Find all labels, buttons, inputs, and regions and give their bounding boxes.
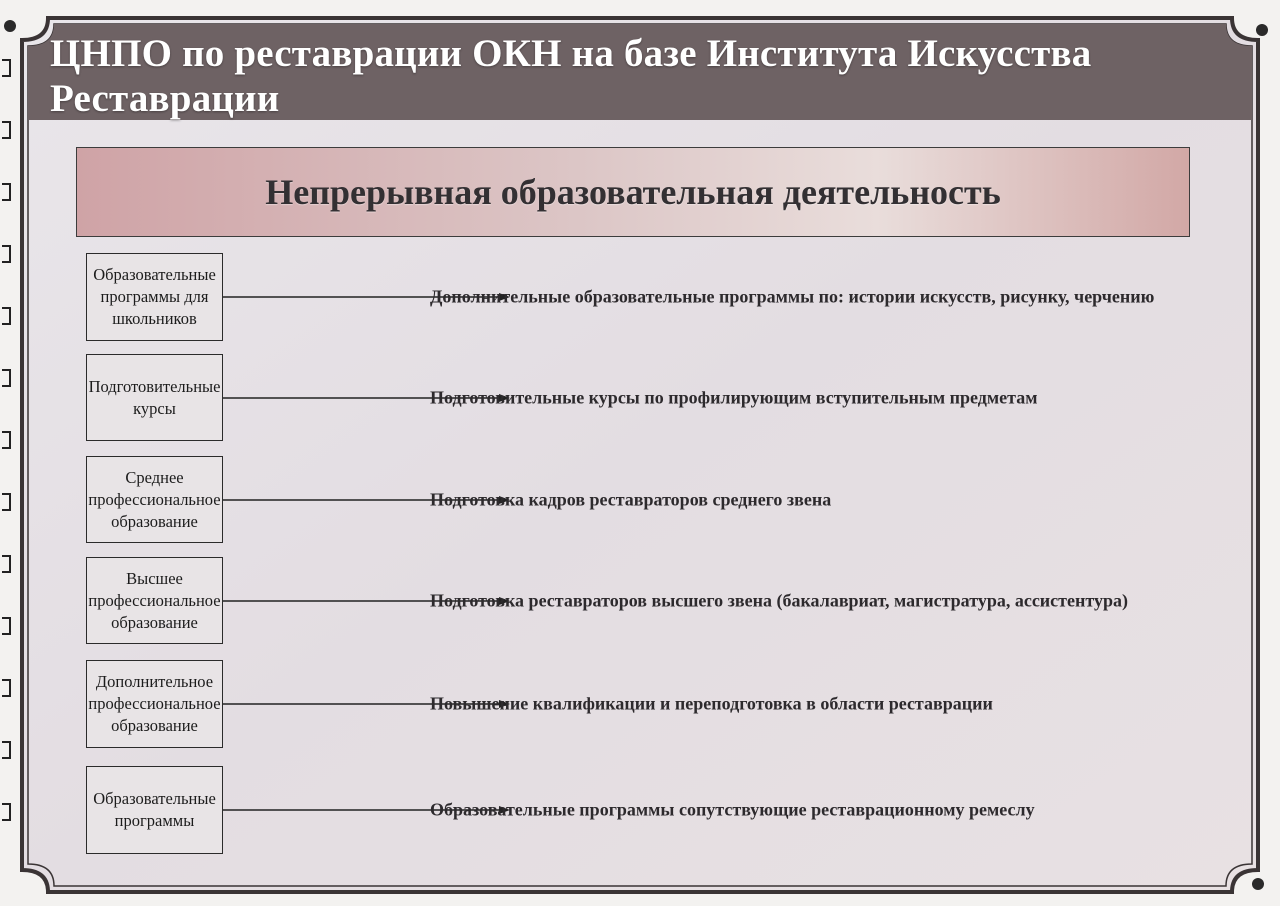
program-row (86, 660, 1246, 748)
program-row (86, 557, 1246, 644)
program-box: Подготовительные курсы (86, 354, 223, 441)
corner-dot (1256, 24, 1268, 36)
program-row (86, 253, 1246, 341)
program-box: Образовательные программы для школьников (86, 253, 223, 341)
program-row (86, 766, 1246, 854)
program-description: Образовательные программы сопутствующие реставрационному ремеслу (430, 799, 1035, 820)
page-title: ЦНПО по реставрации ОКН на базе Института Искусства Реставрации (50, 32, 1092, 120)
program-box: Среднее профессиональное образование (86, 456, 223, 543)
section-header (76, 147, 1190, 237)
program-description: Подготовительные курсы по профилирующим вступительным предметам (430, 387, 1038, 407)
program-box: Высшее профессиональное образование (86, 557, 223, 644)
section-title: Непрерывная образовательная деятельность (265, 172, 1001, 212)
program-row (86, 456, 1246, 543)
program-box: Образовательные программы (86, 766, 223, 854)
program-row (86, 354, 1246, 441)
title-bar (50, 32, 1230, 120)
binding-rings (0, 40, 14, 860)
program-description: Повышение квалификации и переподготовка в области реставрации (430, 693, 993, 714)
program-description: Подготовка кадров реставраторов среднего звена (430, 489, 832, 509)
corner-dot (1252, 878, 1264, 890)
corner-dot (4, 20, 16, 32)
program-description: Дополнительные образовательные программы по: истории искусств, рисунку, черчению (430, 286, 1155, 307)
program-description: Подготовка реставраторов высшего звена (бакалавриат, магистратура, ассистентура) (430, 590, 1128, 610)
program-box: Дополнительное профессиональное образование (86, 660, 223, 748)
